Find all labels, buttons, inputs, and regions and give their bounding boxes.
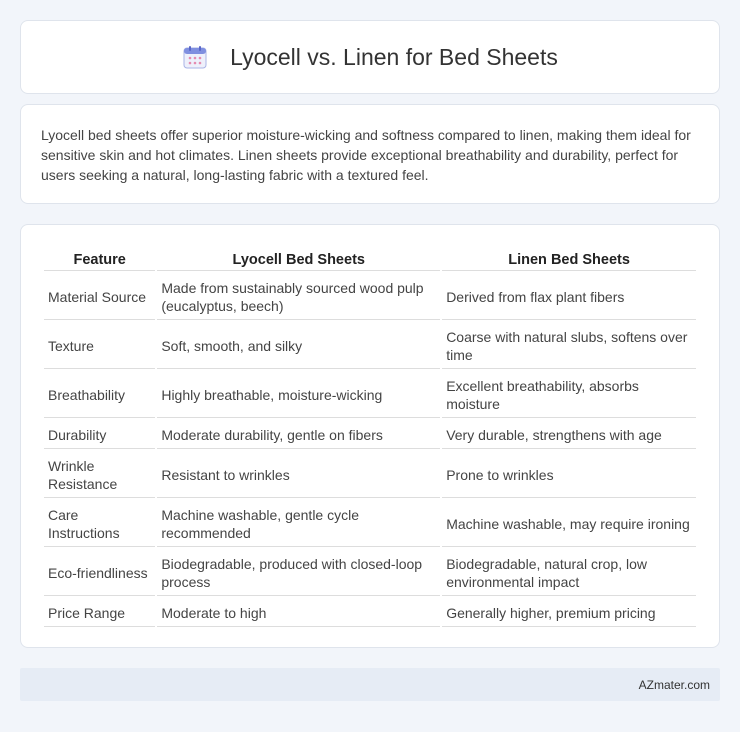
linen-cell: Biodegradable, natural crop, low environmental impact (442, 549, 696, 596)
table-row (44, 598, 696, 627)
feature-cell: Care Instructions (44, 500, 155, 547)
lyocell-cell: Biodegradable, produced with closed-loop process (157, 549, 440, 596)
title-card (20, 20, 720, 94)
linen-cell: Derived from flax plant fibers (442, 273, 696, 320)
linen-cell: Prone to wrinkles (442, 451, 696, 498)
header-lyocell: Lyocell Bed Sheets (157, 247, 440, 271)
lyocell-cell: Made from sustainably sourced wood pulp (eucalyptus, beech) (157, 273, 440, 320)
lyocell-cell: Resistant to wrinkles (157, 451, 440, 498)
lyocell-cell: Soft, smooth, and silky (157, 322, 440, 369)
table-row (44, 420, 696, 449)
linen-cell: Machine washable, may require ironing (442, 500, 696, 547)
footer (20, 668, 720, 701)
table-row (44, 273, 696, 320)
lyocell-cell: Moderate to high (157, 598, 440, 627)
table-row (44, 500, 696, 547)
feature-cell: Texture (44, 322, 155, 369)
feature-cell: Eco-friendliness (44, 549, 155, 596)
title-wrap (182, 44, 558, 71)
feature-cell: Wrinkle Resistance (44, 451, 155, 498)
feature-cell: Breathability (44, 371, 155, 418)
header-linen: Linen Bed Sheets (442, 247, 696, 271)
summary-card (20, 104, 720, 204)
linen-cell: Generally higher, premium pricing (442, 598, 696, 627)
table-row (44, 371, 696, 418)
comparison-table (42, 245, 698, 629)
table-row (44, 322, 696, 369)
table-row (44, 451, 696, 498)
calendar-icon (182, 44, 208, 70)
lyocell-cell: Highly breathable, moisture-wicking (157, 371, 440, 418)
linen-cell: Coarse with natural slubs, softens over time (442, 322, 696, 369)
footer-site-link[interactable]: AZmater.com (638, 677, 710, 692)
lyocell-cell: Machine washable, gentle cycle recommended (157, 500, 440, 547)
summary-text: Lyocell bed sheets offer superior moisture-wicking and softness compared to linen, making them ideal for sensitive skin and hot climates. Linen sheets provide exceptional breathability and durability, perfect for users seeking a natural, long-lasting fabric with a textured feel. (41, 127, 691, 183)
feature-cell: Price Range (44, 598, 155, 627)
feature-cell: Material Source (44, 273, 155, 320)
table-row (44, 549, 696, 596)
linen-cell: Excellent breathability, absorbs moisture (442, 371, 696, 418)
linen-cell: Very durable, strengthens with age (442, 420, 696, 449)
header-feature: Feature (44, 247, 155, 271)
feature-cell: Durability (44, 420, 155, 449)
comparison-card (20, 224, 720, 648)
lyocell-cell: Moderate durability, gentle on fibers (157, 420, 440, 449)
page-title: Lyocell vs. Linen for Bed Sheets (230, 43, 558, 70)
table-header-row (44, 247, 696, 271)
